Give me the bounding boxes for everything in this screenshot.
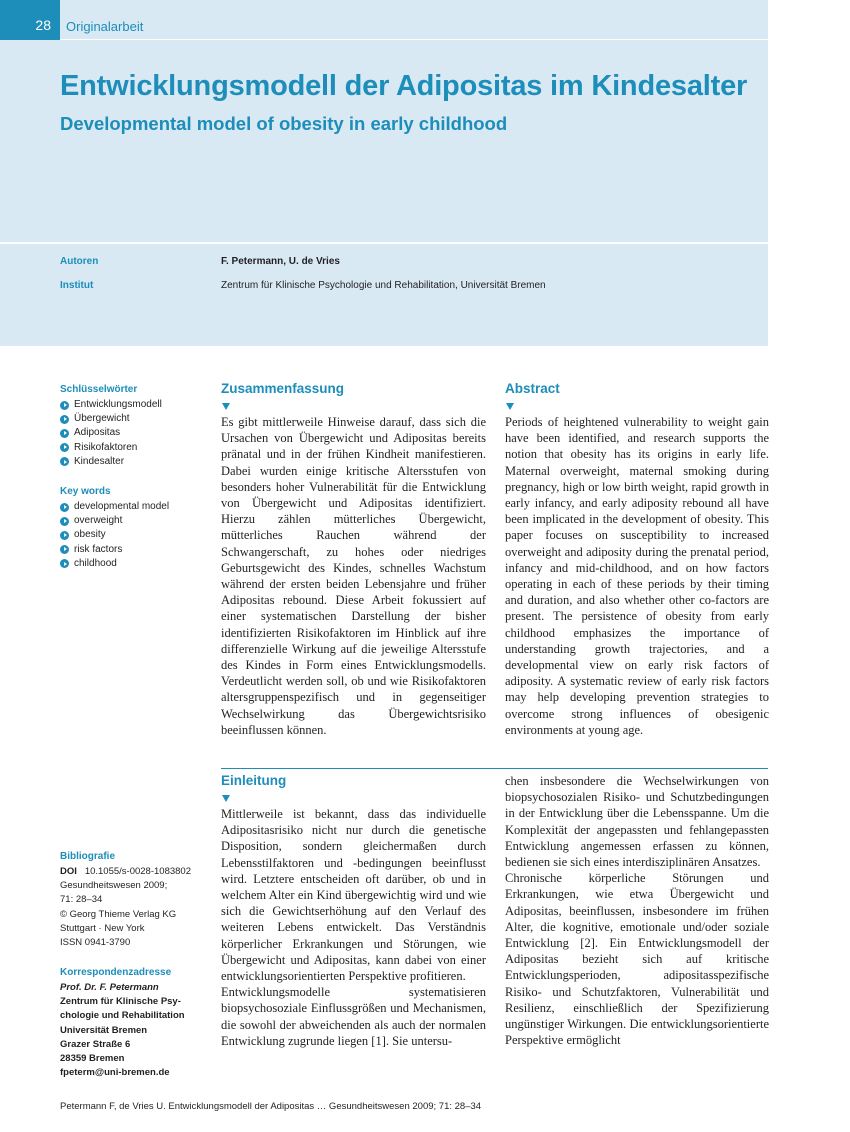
keyword-item: developmental model [60,500,169,514]
einleitung-rule [221,768,768,769]
institute: Zentrum für Klinische Psychologie und Rehabilitation, Universität Bremen [221,280,546,291]
triangle-down-icon [222,403,230,410]
keyword-item: Kindesalter [60,455,162,469]
article-title-german: Entwicklungsmodell der Adipositas im Kindesalter [60,70,748,102]
einleitung-heading: Einleitung [221,773,287,788]
bibliography-heading: Bibliografie [60,851,116,862]
header-band [0,0,768,346]
publisher-city: Stuttgart · New York [60,922,145,934]
bibliography-block [60,865,191,950]
volume: 71: 28–34 [60,894,103,906]
address-line: Zentrum für Klinische Psy- [60,996,181,1008]
doi-label: DOI [60,866,77,877]
address-line: Universität Bremen [60,1024,148,1036]
keywords-en-heading: Key words [60,486,111,497]
page-number: 28 [35,17,51,33]
keyword-item: Übergewicht [60,412,162,426]
bullet-arrow-icon [60,443,69,452]
correspondence-heading: Korrespondenzadresse [60,967,172,978]
email-link[interactable]: fpeterm@uni-bremen.de [60,1067,170,1079]
einleitung-column-2: chen insbesondere die Wechselwirkungen von biopsychosozialen Risiko- und Schutzbedingungen in der Entwicklung über die Lebensspanne. Um die Komplexität der angepassten und fehlangepassten Entwicklung angemessen erfassen zu können, bedienen sie sich eines interdisziplinären Ansatzes. Chronische körperliche Störungen und Erkrankungen, wie etwa Übergewicht und Adipositas, beeinflussen, insbesondere im frühen Alter, die kognitive, emotionale und/oder soziale Entwicklung [2]. Ein Entwicklungsmodell der Adipositas bezieht sich auf kritische Entwicklungsperioden, adipositasspezifische Risiko- und Schutzfaktoren, Vulnerabilität und Resilienz, einschließlich der Spezifizierung ungünstiger Wirkungen. Die entwicklungsorientierte Perspektive ermöglicht [505,774,769,1048]
keyword-item: Adipositas [60,426,162,440]
bullet-arrow-icon [60,517,69,526]
keywords-de-list [60,398,162,469]
header-separator [0,242,768,244]
address-line: chologie und Rehabilitation [60,1010,185,1022]
address-line: Grazer Straße 6 [60,1038,131,1050]
bullet-arrow-icon [60,415,69,424]
authors: F. Petermann, U. de Vries [221,256,340,267]
keyword-item: risk factors [60,543,169,557]
keyword-item: Entwicklungsmodell [60,398,162,412]
keyword-item: childhood [60,557,169,571]
keyword-item: Risikofaktoren [60,441,162,455]
footer-citation: Petermann F, de Vries U. Entwicklungsmodell der Adipositas … Gesundheitswesen 2009; 71: 28–34 [60,1101,482,1112]
issn: ISSN 0941-3790 [60,936,131,948]
abstract-heading: Abstract [505,381,560,396]
journal: Gesundheitswesen 2009; [60,880,168,892]
bullet-arrow-icon [60,401,69,410]
keyword-item: overweight [60,514,169,528]
bullet-arrow-icon [60,429,69,438]
keyword-item: obesity [60,528,169,542]
zusammenfassung-text: Es gibt mittlerweile Hinweise darauf, dass sich die Ursachen von Übergewicht und Adipositas bereits pränatal und in der frühen Kindheit manifestieren. Dabei wurden einige kritische Altersstufen von besonders hoher Vulnerabilität für die Entwicklung von Übergewicht und Adipositas identifiziert. Hierzu zählen mütterliches Übergewicht, mütterliches Rauchen während der Schwangerschaft, zu hohes oder niedriges Geburtsgewicht des Kindes, schnelles Wachstum während der ersten beiden Lebensjahre und früher Adipositas rebound. Diese Arbeit fokussiert auf einer systematischen Darstellung der bisher identifizierten Risikofaktoren im Hinblick auf ihre differenzielle Wirkung auf die jeweilige Altersstufe des Kindes in Form eines Entwicklungsmodells. Verdeutlicht werden soll, ob und wie Risikofaktoren altersgruppenspezifisch und in gegenseitiger Wechselwirkung das Übergewichtsrisiko beeinflussen können. [221,415,486,737]
bullet-arrow-icon [60,545,69,554]
triangle-down-icon [222,795,230,802]
section-label: Originalarbeit [66,19,144,34]
keywords-de-heading: Schlüsselwörter [60,384,138,395]
bullet-arrow-icon [60,503,69,512]
address-line: 28359 Bremen [60,1052,125,1064]
authors-label: Autoren [60,256,99,267]
article-title-english: Developmental model of obesity in early childhood [60,113,508,134]
correspondence-block [60,981,185,1080]
keywords-en-list [60,500,169,571]
copyright: © Georg Thieme Verlag KG [60,908,177,920]
einleitung-column-1: Mittlerweile ist bekannt, dass das individuelle Adipositasrisiko nicht nur durch die genetische Disposition, sondern gleichermaßen durch Lebensstilfaktoren und -bedingungen beeinflusst wird. Letztere entscheiden oft darüber, ob und in welchem Alter ein Kind übergewichtig wird und wie sich die Gewichtserhöhung auf den Verlauf des weiteren Lebens entwickelt. Das Verständnis körperlicher Erkrankungen und Störungen, wie Übergewicht und Adipositas, kann dabei von einer entwicklungsorientierten Perspektive profitieren. Entwicklungsmodelle systematisieren biopsychosoziale Einflussgrößen und Mechanismen, die sowohl der abweichenden als auch der normalen Entwicklung zugrunde liegen [1]. Sie untersu- [221,807,486,1048]
correspondence-name: Prof. Dr. F. Petermann [60,982,159,993]
bullet-arrow-icon [60,457,69,466]
doi: 10.1055/s-0028-1083802 [84,866,191,877]
zusammenfassung-heading: Zusammenfassung [221,381,345,396]
bullet-arrow-icon [60,559,69,568]
header-divider [60,39,768,40]
institute-label: Institut [60,280,94,291]
triangle-down-icon [506,403,514,410]
abstract-text: Periods of heightened vulnerability to weight gain have been identified, and research supports the notion that obesity has its origins in early life. Maternal overweight, maternal smoking during pregnancy, high or low birth weight, rapid growth in early infancy, and early adiposity rebound all have been implicated in the development of obesity. This paper focuses on susceptibility to increased overweight and adiposity during the prenatal period, infancy and mid-childhood, and on how factors operating in each of these periods by their timing and duration, and also whether other co-factors are present. The persistence of obesity from early childhood emphasizes the importance of understanding growth trajectories, and a developmental view on early risk factors of adiposity. A systematic review of early risk factors may help developing prevention strategies to overcome strong influences of obesigenic environments at young age. [505,415,769,737]
page-number-box [0,0,60,40]
bullet-arrow-icon [60,531,69,540]
